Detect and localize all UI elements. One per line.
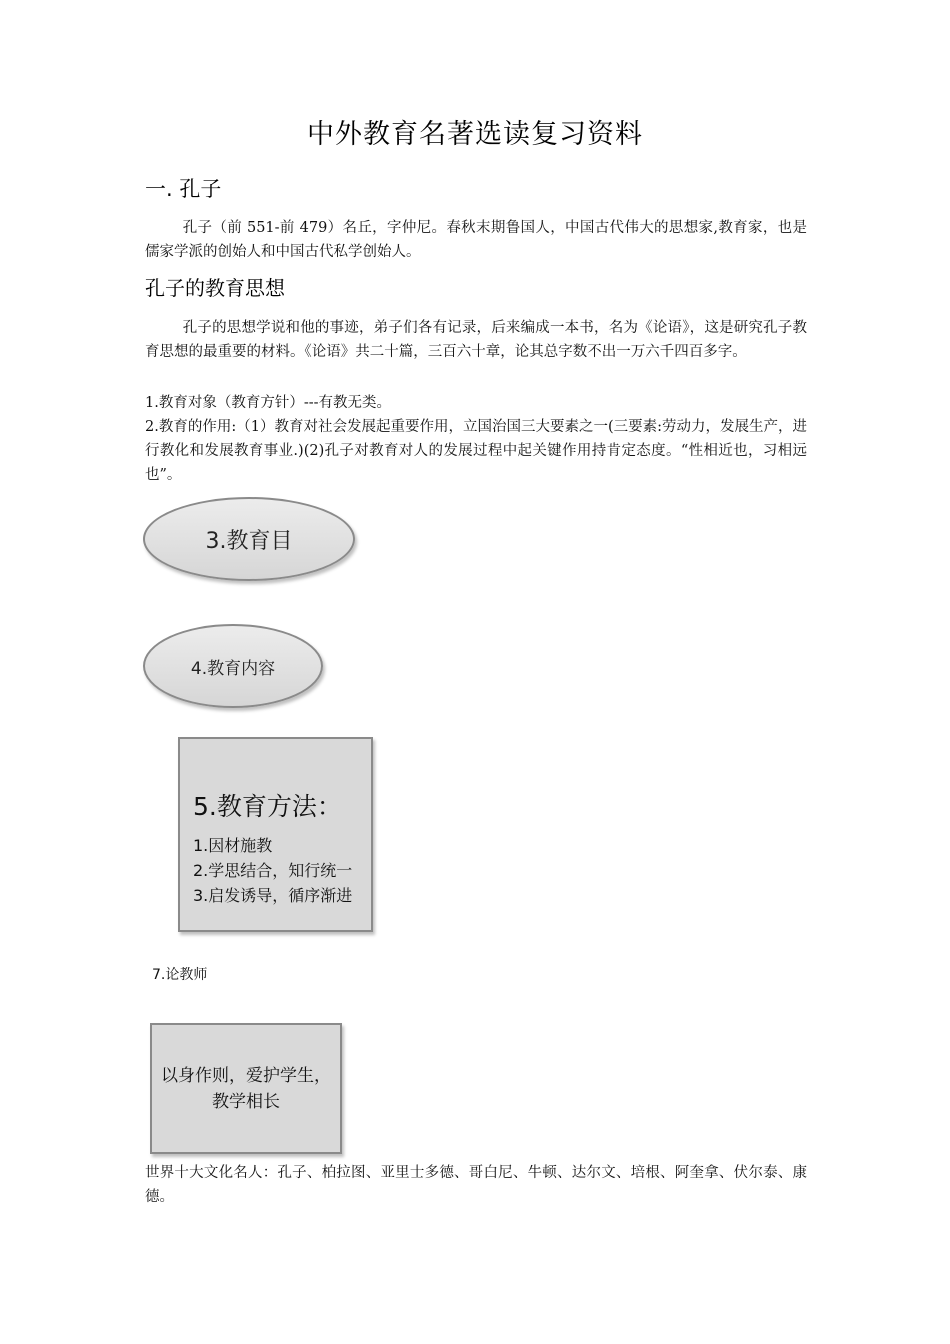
teaching-method-item: 2.学思结合，知行统一 <box>193 861 353 880</box>
education-content-ellipse <box>143 624 323 708</box>
section-heading-education-thought: 孔子的教育思想 <box>145 276 285 300</box>
cultural-figures-paragraph: 世界十大文化名人：孔子、柏拉图、亚里士多德、哥白尼、牛顿、达尔文、培根、阿奎拿、伏尔泰、康德。 <box>145 1165 807 1205</box>
teaching-methods-box <box>178 737 373 932</box>
section-heading-confucius: 一. 孔子 <box>145 177 222 201</box>
confucius-intro-paragraph: 孔子（前 551-前 479）名丘，字仲尼。春秋末期鲁国人，中国古代伟大的思想家,教育家，也是儒家学派的创始人和中国古代私学创始人。 <box>145 220 807 260</box>
education-goal-ellipse <box>143 497 355 581</box>
education-target-item: 1.教育对象（教育方针）---有教无类。 <box>145 395 392 411</box>
on-teachers-label: 7.论教师 <box>152 967 208 983</box>
teacher-principles-line: 教学相长 <box>212 1091 280 1112</box>
analects-paragraph: 孔子的思想学说和他的事迹，弟子们各有记录，后来编成一本书，名为《论语》，这是研究孔子教育思想的最重要的材料。《论语》共二十篇，三百六十章，论其总字数不出一万六千四百多字。 <box>145 320 807 360</box>
education-role-item: 2.教育的作用:（1）教育对社会发展起重要作用，立国治国三大要素之一(三要素:劳动力，发展生产，进行教化和发展教育事业.)(2)孔子对教育对人的发展过程中起关键作用持肯定态度。“性相近也，习相远也”。 <box>145 419 807 483</box>
teaching-method-item: 1.因材施教 <box>193 836 273 855</box>
teaching-method-item: 3.启发诱导，循序渐进 <box>193 886 353 905</box>
education-goal-label: 3.教育目 <box>205 528 293 554</box>
teacher-principles-line: 以身作则，爱护学生， <box>161 1065 331 1086</box>
teacher-principles-box <box>150 1023 342 1154</box>
teaching-methods-heading: 5.教育方法： <box>193 792 342 821</box>
education-content-label: 4.教育内容 <box>190 658 276 679</box>
page-title: 中外教育名著选读复习资料 <box>307 119 643 150</box>
